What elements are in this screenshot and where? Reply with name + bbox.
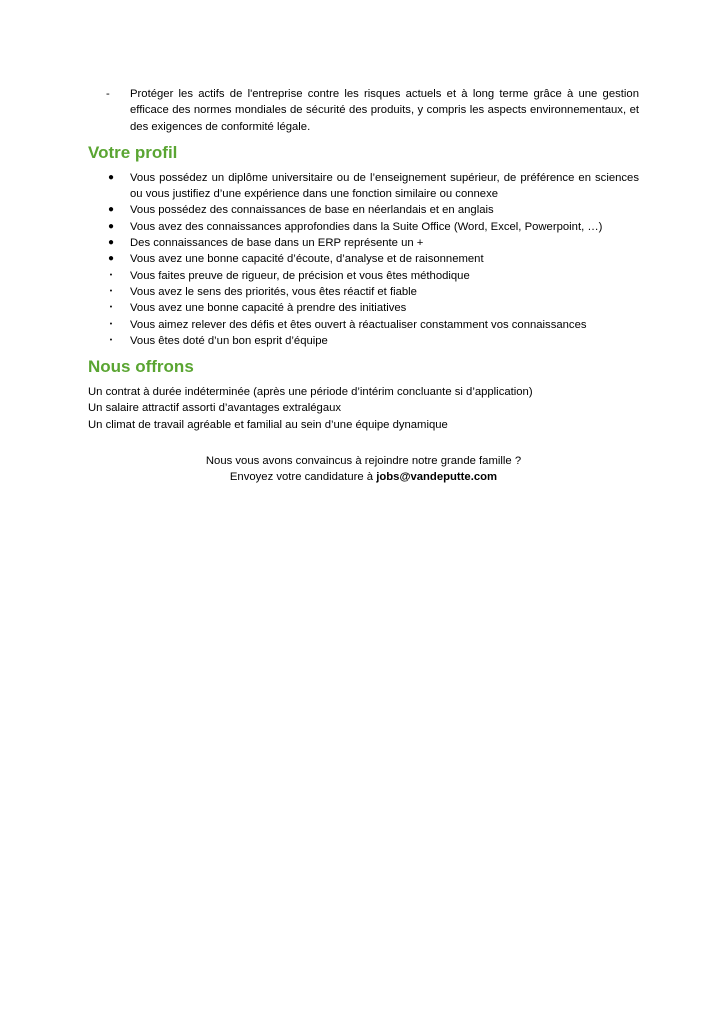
bullet-icon: ● <box>107 253 115 265</box>
closing-question: Nous vous avons convaincus à rejoindre notre grande famille ? <box>205 455 522 468</box>
list-item-text: Vous possédez un diplôme universitaire ou de l’enseignement supérieur, de préférence en sciences ou vous justifiez d’une expérience dans une fonction similaire ou connexe <box>130 171 639 201</box>
bullet-icon: ● <box>107 204 115 216</box>
closing-apply-line <box>88 469 639 485</box>
intro-item-text: Protéger les actifs de l'entreprise contre les risques actuels et à long terme grâce à une gestion efficace des normes mondiales de sécurité des produits, y compris les aspects environnementaux, et des exigences de conformité légale. <box>130 88 639 133</box>
offer-section <box>88 384 639 433</box>
email-link[interactable]: jobs@vandeputte.com <box>376 471 498 484</box>
list-item <box>88 170 639 203</box>
apply-prefix: Envoyez votre candidature à <box>229 471 377 484</box>
list-item-text: Vous faites preuve de rigueur, de précision et vous êtes méthodique <box>130 269 470 282</box>
bullet-icon: • <box>109 304 113 312</box>
list-item <box>88 251 639 267</box>
offer-line: Un climat de travail agréable et familial au sein d’une équipe dynamique <box>88 418 448 431</box>
list-item <box>88 268 639 284</box>
page-content <box>88 86 639 486</box>
list-item <box>88 284 639 300</box>
offer-line: Un salaire attractif assorti d’avantages extralégaux <box>88 402 342 415</box>
closing-section <box>88 453 639 486</box>
profile-list <box>88 170 639 349</box>
list-item <box>88 235 639 251</box>
list-item <box>88 219 639 235</box>
list-item-text: Vous avez des connaissances approfondies dans la Suite Office (Word, Excel, Powerpoint, …) <box>130 220 603 233</box>
bullet-icon: • <box>109 287 113 295</box>
bullet-icon: ● <box>107 171 115 183</box>
list-item <box>88 202 639 218</box>
bullet-icon: ● <box>107 220 115 232</box>
list-item-text: Vous avez une bonne capacité à prendre des initiatives <box>130 302 407 315</box>
list-item-text: Des connaissances de base dans un ERP représente un + <box>130 237 424 250</box>
dash-marker: - <box>106 88 110 100</box>
list-item-text: Vous êtes doté d’un bon esprit d’équipe <box>130 334 328 347</box>
list-item <box>88 300 639 316</box>
bullet-icon: • <box>109 320 113 328</box>
intro-list-item <box>88 86 639 135</box>
bullet-icon: • <box>109 336 113 344</box>
list-item <box>88 317 639 333</box>
offer-heading: Nous offrons <box>88 357 194 377</box>
list-item-text: Vous aimez relever des défis et êtes ouvert à réactualiser constamment vos connaissances <box>130 318 587 331</box>
bullet-icon: ● <box>107 237 115 249</box>
profile-heading: Votre profil <box>88 142 178 162</box>
list-item <box>88 333 639 349</box>
bullet-icon: • <box>109 271 113 279</box>
offer-line: Un contrat à durée indéterminée (après une période d’intérim concluante si d’application) <box>88 386 533 399</box>
list-item-text: Vous avez une bonne capacité d’écoute, d’analyse et de raisonnement <box>130 253 484 266</box>
list-item-text: Vous possédez des connaissances de base en néerlandais et en anglais <box>130 204 494 217</box>
list-item-text: Vous avez le sens des priorités, vous êtes réactif et fiable <box>130 285 417 298</box>
